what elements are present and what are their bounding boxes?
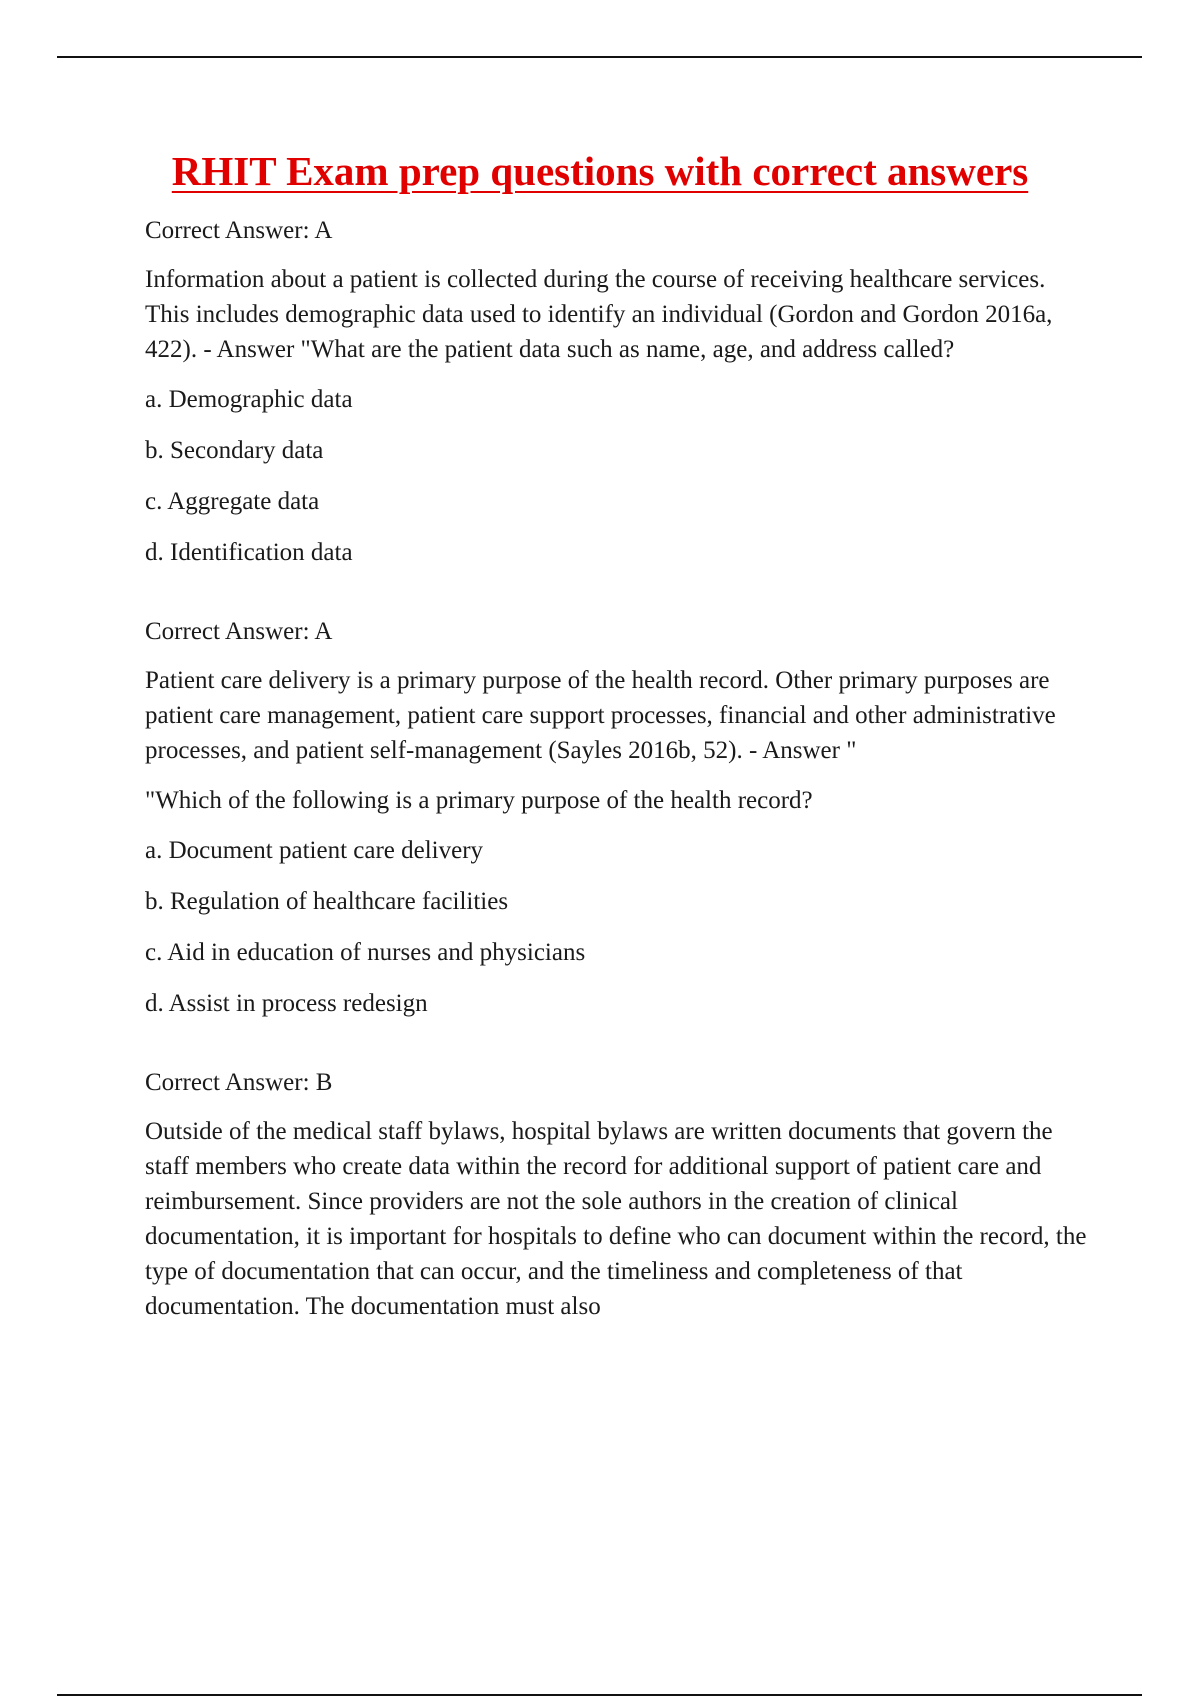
top-rule	[57, 56, 1142, 58]
option-a: a. Demographic data	[145, 386, 353, 413]
option-b: b. Regulation of healthcare facilities	[145, 888, 509, 915]
correct-answer: Correct Answer: A	[145, 217, 333, 244]
option-d: d. Identification data	[145, 539, 353, 566]
question-block-2	[145, 614, 1095, 1021]
question-block-3	[145, 1065, 1095, 1324]
document-title: RHIT Exam prep questions with correct answers	[171, 148, 1029, 194]
correct-answer: Correct Answer: A	[145, 618, 333, 645]
bottom-rule	[57, 1694, 1142, 1696]
option-c: c. Aid in education of nurses and physicians	[145, 939, 586, 966]
correct-answer: Correct Answer: B	[145, 1069, 333, 1096]
question-text: "Which of the following is a primary purpose of the health record?	[145, 787, 813, 814]
option-c: c. Aggregate data	[145, 488, 320, 515]
explanation: Information about a patient is collected during the course of receiving healthcare services. This includes demographic data used to identify an individual (Gordon and Gordon 2016a, 422). - Answer "What are the patient data such as name, age, and address called?	[145, 266, 1053, 363]
document-body	[145, 213, 1095, 1368]
option-b: b. Secondary data	[145, 437, 324, 464]
question-block-1	[145, 213, 1095, 570]
explanation: Patient care delivery is a primary purpose of the health record. Other primary purposes are patient care management, patient care support processes, financial and other administrative processes, and patient self-management (Sayles 2016b, 52). - Answer "	[145, 667, 1056, 764]
explanation: Outside of the medical staff bylaws, hospital bylaws are written documents that govern the staff members who create data within the record for additional support of patient care and reimbursement. Since providers are not the sole authors in the creation of clinical documentation, it is important for hospitals to define who can document within the record, the type of documentation that can occur, and the timeliness and completeness of that documentation. The documentation must also	[145, 1118, 1087, 1320]
option-a: a. Document patient care delivery	[145, 837, 484, 864]
option-d: d. Assist in process redesign	[145, 990, 428, 1017]
